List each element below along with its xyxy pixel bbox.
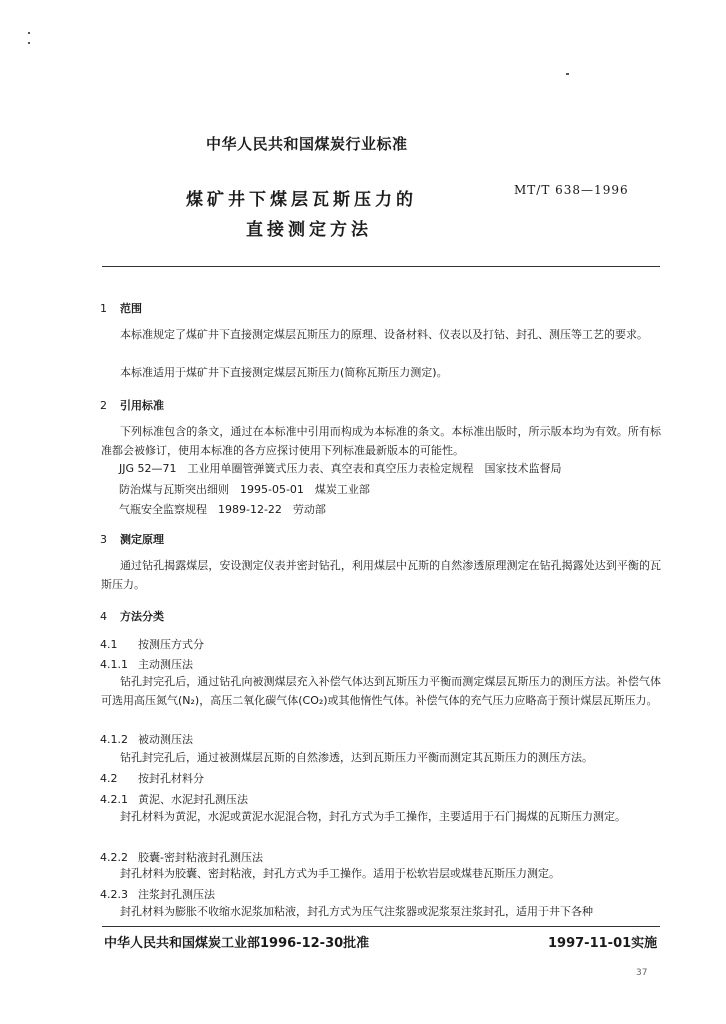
subsection-number: 4.1.2 [100, 733, 128, 746]
section-1-paragraph-2: 本标准适用于煤矿井下直接测定煤层瓦斯压力(简称瓦斯压力测定)。 [120, 366, 448, 379]
section-number: 2 [100, 399, 107, 412]
section-1-paragraph-1: 本标准规定了煤矿井下直接测定煤层瓦斯压力的原理、设备材料、仪表以及打钻、封孔、测压等工艺的要求。 [120, 328, 648, 341]
subsection-title: 按测压方式分 [138, 638, 204, 651]
section-title: 方法分类 [120, 610, 164, 623]
header-divider [102, 266, 660, 267]
implementation-date: 1997-11-01实施 [548, 936, 658, 951]
subsection-4-2-2-heading [100, 849, 263, 865]
standard-code: MT/T 638—1996 [514, 183, 629, 197]
section-title: 引用标准 [120, 399, 164, 412]
section-title: 范围 [120, 302, 142, 315]
footer-divider [102, 926, 660, 927]
document-title-line-2: 直接测定方法 [246, 220, 372, 240]
reference-item: JJG 52—71 工业用单圈管弹簧式压力表、真空表和真空压力表检定规程 国家技术监督局 [119, 462, 562, 475]
subsection-title: 按封孔材料分 [138, 772, 204, 785]
document-title-line-1: 煤矿井下煤层瓦斯压力的 [186, 190, 417, 210]
subsection-4-2-3-paragraph: 封孔材料为膨胀不收缩水泥浆加粘液，封孔方式为压气注浆器或泥浆泵注浆封孔，适用于井下各种 [120, 905, 593, 918]
scan-speck [566, 73, 569, 75]
subsection-number: 4.2 [100, 772, 118, 785]
subsection-4-1-2-heading [100, 731, 193, 747]
standard-category: 中华人民共和国煤炭行业标准 [206, 135, 408, 153]
subsection-number: 4.2.1 [100, 793, 128, 806]
section-number: 4 [100, 610, 107, 623]
section-3-heading [100, 531, 164, 547]
section-number: 3 [100, 533, 107, 546]
section-4-heading [100, 608, 164, 624]
subsection-4-2-1-paragraph: 封孔材料为黄泥，水泥或黄泥水泥混合物，封孔方式为手工操作，主要适用于石门揭煤的瓦斯压力测定。 [120, 810, 626, 823]
subsection-4-2-heading [100, 770, 204, 786]
subsection-title: 胶囊-密封粘液封孔测压法 [138, 851, 263, 864]
subsection-title: 被动测压法 [138, 733, 193, 746]
page-number: 37 [636, 968, 648, 978]
subsection-4-1-2-paragraph: 钻孔封完孔后，通过被测煤层瓦斯的自然渗透，达到瓦斯压力平衡而测定其瓦斯压力的测压方法。 [120, 751, 593, 764]
subsection-number: 4.2.3 [100, 888, 128, 901]
section-2-heading [100, 397, 164, 413]
scan-speck [28, 32, 30, 34]
reference-item: 防治煤与瓦斯突出细则 1995-05-01 煤炭工业部 [119, 483, 370, 496]
subsection-4-2-2-paragraph: 封孔材料为胶囊、密封粘液，封孔方式为手工操作。适用于松软岩层或煤巷瓦斯压力测定。 [120, 867, 560, 880]
subsection-4-1-heading [100, 636, 204, 652]
subsection-4-1-1-heading [100, 656, 193, 672]
subsection-title: 主动测压法 [138, 658, 193, 671]
subsection-title: 黄泥、水泥封孔测压法 [138, 793, 248, 806]
subsection-number: 4.1 [100, 638, 118, 651]
reference-item: 气瓶安全监察规程 1989-12-22 劳动部 [119, 503, 326, 516]
section-2-paragraph-1: 下列标准包含的条文，通过在本标准中引用而构成为本标准的条文。本标准出版时，所示版本均为有效。所有标准都会被修订，使用本标准的各方应探讨使用下列标准最新版本的可能性。 [101, 425, 661, 457]
section-title: 测定原理 [120, 533, 164, 546]
scan-speck [28, 42, 30, 44]
subsection-number: 4.1.1 [100, 658, 128, 671]
section-3-paragraph-1: 通过钻孔揭露煤层，安设测定仪表并密封钻孔，利用煤层中瓦斯的自然渗透原理测定在钻孔揭露处达到平衡的瓦斯压力。 [101, 559, 661, 591]
subsection-4-1-1-paragraph: 钻孔封完孔后，通过钻孔向被测煤层充入补偿气体达到瓦斯压力平衡而测定煤层瓦斯压力的测压方法。补偿气体可选用高压氮气(N₂)，高压二氧化碳气体(CO₂)或其他惰性气体。补偿气体的充气压力应略高于预计煤层瓦斯压力。 [101, 675, 661, 707]
subsection-number: 4.2.2 [100, 851, 128, 864]
approval-statement: 中华人民共和国煤炭工业部1996-12-30批准 [104, 936, 370, 951]
subsection-4-2-1-heading [100, 791, 248, 807]
section-1-heading [100, 300, 142, 316]
subsection-4-2-3-heading [100, 886, 215, 902]
section-number: 1 [100, 302, 107, 315]
subsection-title: 注浆封孔测压法 [138, 888, 215, 901]
